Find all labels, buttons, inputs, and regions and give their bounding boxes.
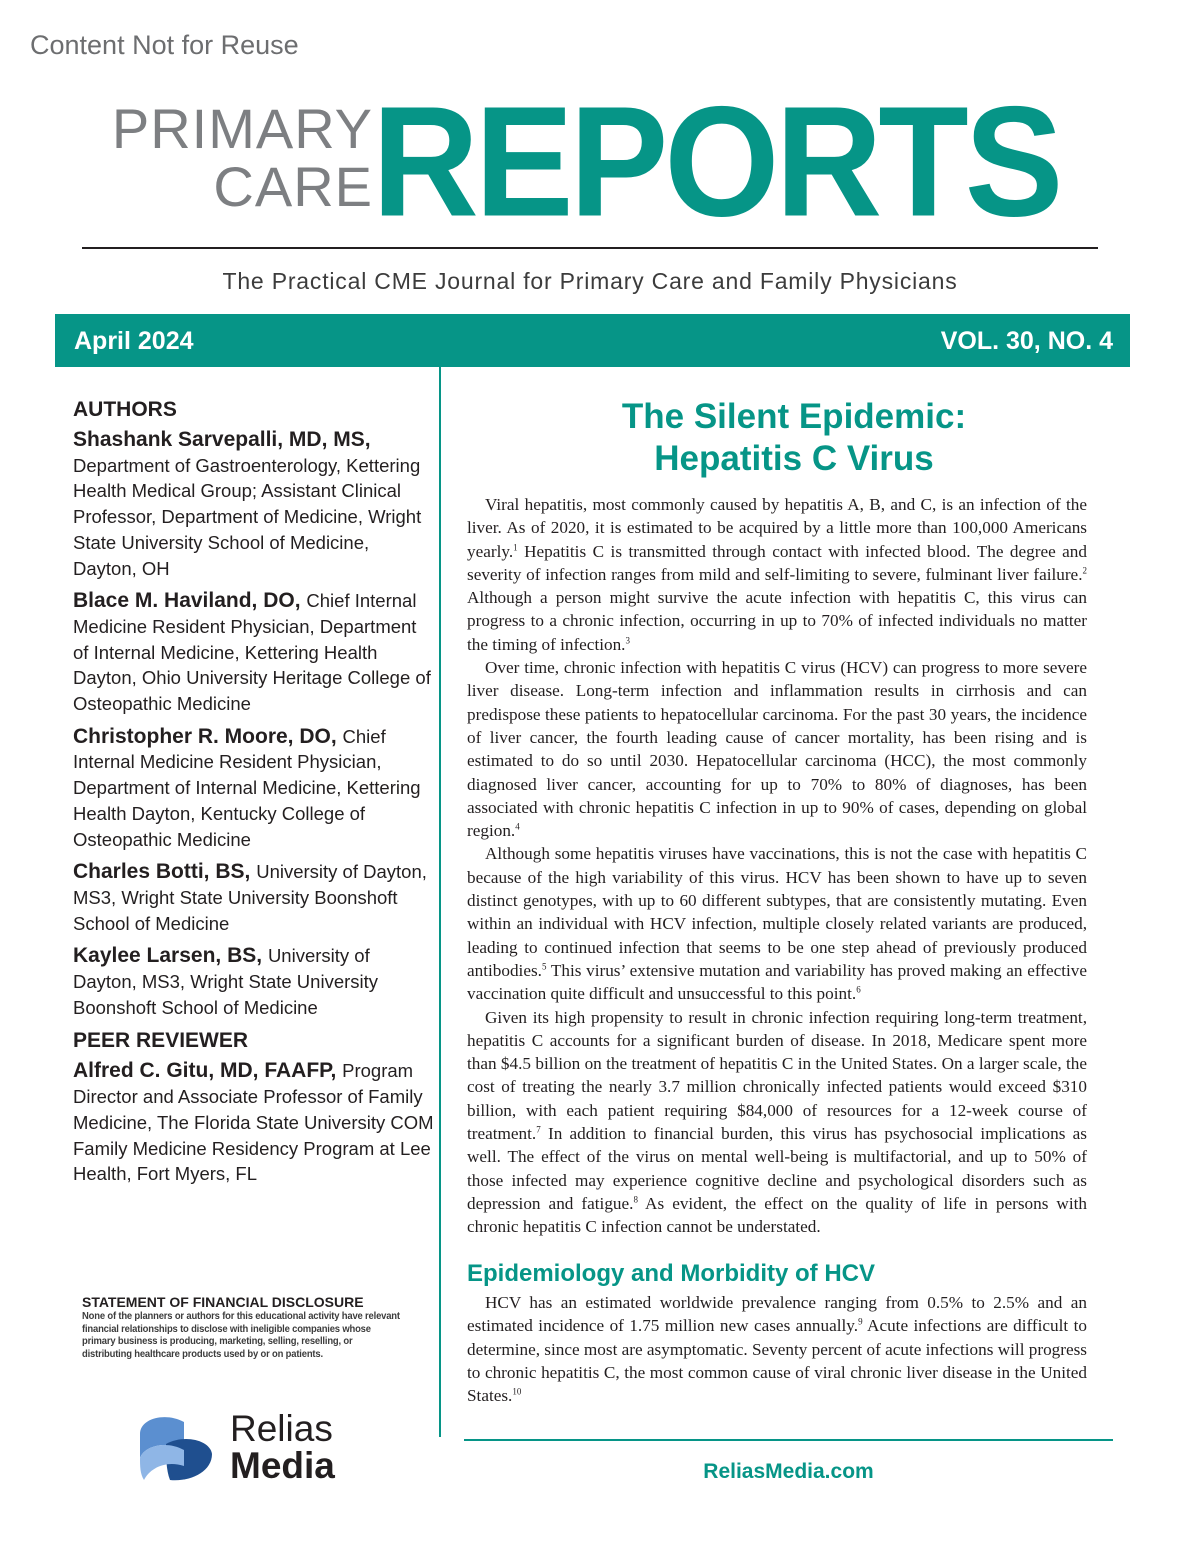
- reviewer-name: Alfred C. Gitu, MD, FAAFP,: [73, 1059, 343, 1083]
- relias-media-link[interactable]: ReliasMedia.com: [703, 1460, 874, 1483]
- masthead-divider: [82, 247, 1098, 249]
- article-title: [470, 396, 1118, 480]
- reference-marker: 7: [536, 1124, 541, 1135]
- masthead-care: CARE: [213, 155, 373, 218]
- article-paragraph: Given its high propensity to result in chronic infection requiring long-term treatment, hepatitis C accounts for a significant burden of disease. In 2018, Medicare spent more than $4.5 billion on the treatment of hepatitis C in the United States. On a larger scale, the cost of treating the nearly 3.7 million chronically infected patients would exceed $310 billion, with each patient requiring $84,000 of resources for a 12-week course of treatment.$^7$ In addition to financial burden, this virus has psychosocial implications as well. The effect of the virus on mental well-being is multifactorial, and up to 50% of those infected may experience cognitive decline and psychological disorders such as depression and fatigue.$^8$ As evident, the effect on the quality of life in persons with chronic hepatitis C infection cannot be understated.: [467, 1007, 1087, 1237]
- logo-relias: Relias: [230, 1408, 333, 1449]
- reference-marker: 9: [858, 1316, 863, 1327]
- article-paragraph: Viral hepatitis, most commonly caused by hepatitis A, B, and C, is an infection of the liver. As of 2020, it is estimated to be acquired by a little more than 100,000 Americans yearly.$^1$ Hepatitis C is transmitted through contact with infected blood. The degree and severity of infection ranges from mild and self-limiting to severe, fulminant liver failure.$^2$ Although a person might survive the acute infection with hepatitis C, this virus can progress to a chronic infection, occurring in up to 70% of infected individuals no matter the timing of infection.$^3$: [467, 495, 1087, 654]
- author-title: Chief Internal Medicine Resident Physician, Department of Internal Medicine, Kettering Health Dayton, Ohio University Heritage College of Osteopathic Medicine: [73, 590, 431, 715]
- article-paragraph: HCV has an estimated worldwide prevalence ranging from 0.5% to 2.5% and an estimated incidence of 1.75 million new cases annually.$^9$ Acute infections are difficult to determine, since most are asymptomatic. Seventy percent of acute infections will progress to chronic hepatitis C, the most common cause of viral chronic liver disease in the United States.$^{10}$: [467, 1293, 1087, 1406]
- reference-marker: 10: [512, 1386, 522, 1397]
- reference-marker: 5: [541, 961, 547, 972]
- disclosure-title: STATEMENT OF FINANCIAL DISCLOSURE: [82, 1294, 364, 1310]
- authors-sidebar: [73, 396, 435, 1194]
- reference-marker: 4: [515, 821, 520, 832]
- author-name: Blace M. Haviland, DO,: [73, 589, 307, 613]
- peer-reviewer: [73, 1058, 435, 1187]
- author-title: University of Dayton, MS3, Wright State University Boonshoft School of Medicine: [73, 945, 379, 1018]
- author-entry: [73, 859, 435, 936]
- financial-disclosure: [82, 1294, 404, 1360]
- author-title: Chief Internal Medicine Resident Physician, Department of Internal Medicine, Kettering Health Dayton, Kentucky College of Osteopathic Medicine: [73, 725, 421, 850]
- relias-media-logo-text: [230, 1410, 335, 1484]
- authors-heading: AUTHORS: [73, 398, 177, 421]
- section-body-epidemiology: [467, 1291, 1087, 1407]
- article-title-line1: The Silent Epidemic:: [621, 397, 967, 436]
- disclosure-body: None of the planners or authors for this educational activity have relevant financial relationships to disclose with ineligible companies whose primary business is producing, marketing, selling, reselling, or distributing healthcare products used by or on patients.: [82, 1310, 400, 1360]
- author-entry: [73, 724, 435, 853]
- author-entry: [73, 427, 435, 581]
- relias-media-logo-icon: [136, 1410, 216, 1484]
- reference-marker: 6: [856, 984, 861, 995]
- issue-date: April 2024: [74, 327, 194, 355]
- masthead-reports: REPORTS: [372, 74, 1060, 250]
- issue-volume: VOL. 30, NO. 4: [940, 327, 1113, 355]
- author-name: Charles Botti, BS,: [73, 860, 257, 884]
- section-heading-epidemiology: Epidemiology and Morbidity of HCV: [467, 1260, 875, 1287]
- reference-marker: 2: [1082, 565, 1087, 576]
- reviewer-title: Program Director and Associate Professor of Family Medicine, The Florida State University COM Family Medicine Residency Program at Lee Health, Fort Myers, FL: [73, 1060, 434, 1185]
- author-title: University of Dayton, MS3, Wright State University Boonshoft School of Medicine: [73, 861, 427, 934]
- reference-marker: 1: [513, 541, 518, 552]
- reference-marker: 3: [625, 635, 630, 646]
- watermark-text: Content Not for Reuse: [30, 30, 299, 60]
- author-title: Department of Gastroenterology, Kettering Health Medical Group; Assistant Clinical Professor, Department of Medicine, Wright State University School of Medicine, Dayton, OH: [73, 454, 422, 579]
- article-title-line2: Hepatitis C Virus: [654, 439, 934, 478]
- peer-reviewer-heading: PEER REVIEWER: [73, 1029, 249, 1053]
- author-entry: [73, 588, 435, 717]
- masthead-primary: PRIMARY: [111, 97, 373, 160]
- author-name: Christopher R. Moore, DO,: [73, 724, 343, 748]
- author-name: Shashank Sarvepalli, MD, MS,: [73, 428, 371, 451]
- article-paragraph: Over time, chronic infection with hepatitis C virus (HCV) can progress to more severe liver disease. Long-term infection and inflammation results in cirrhosis and can predispose these patients to hepatocellular carcinoma. For the past 30 years, the incidence of liver cancer, the fourth leading cause of cancer mortality, has been rising and is estimated to do so until 2030. Hepatocellular carcinoma (HCC), the most commonly diagnosed liver cancer, accounting for up to 70% to 80% of diagnoses, has been associated with chronic hepatitis C infection in up to 90% of cases, depending on global region.$^4$: [467, 658, 1087, 841]
- column-divider: [439, 367, 441, 1437]
- authors-list: [73, 427, 435, 1020]
- author-entry: [73, 943, 435, 1020]
- masthead-primary-care: [103, 97, 373, 218]
- logo-media: Media: [230, 1445, 335, 1486]
- article-body: [467, 493, 1087, 1239]
- author-name: Kaylee Larsen, BS,: [73, 944, 268, 968]
- journal-tagline: The Practical CME Journal for Primary Care and Family Physicians: [222, 268, 958, 294]
- footer-divider: [464, 1439, 1113, 1441]
- article-paragraph: Although some hepatitis viruses have vaccinations, this is not the case with hepatitis C because of the high variability of this virus. HCV has been shown to have up to seven distinct genotypes, with up to 60 different subtypes, that are consistently mutating. Even within an individual with HCV infection, multiple closely related variants are produced, leading to continued infection that seems to be one step ahead of previously produced antibodies.$^5$ This virus’ extensive mutation and variability has proved making an effective vaccination quite difficult and unsuccessful to this point.$^6$: [467, 844, 1087, 1004]
- issue-banner: [55, 314, 1130, 367]
- reference-marker: 8: [633, 1194, 638, 1205]
